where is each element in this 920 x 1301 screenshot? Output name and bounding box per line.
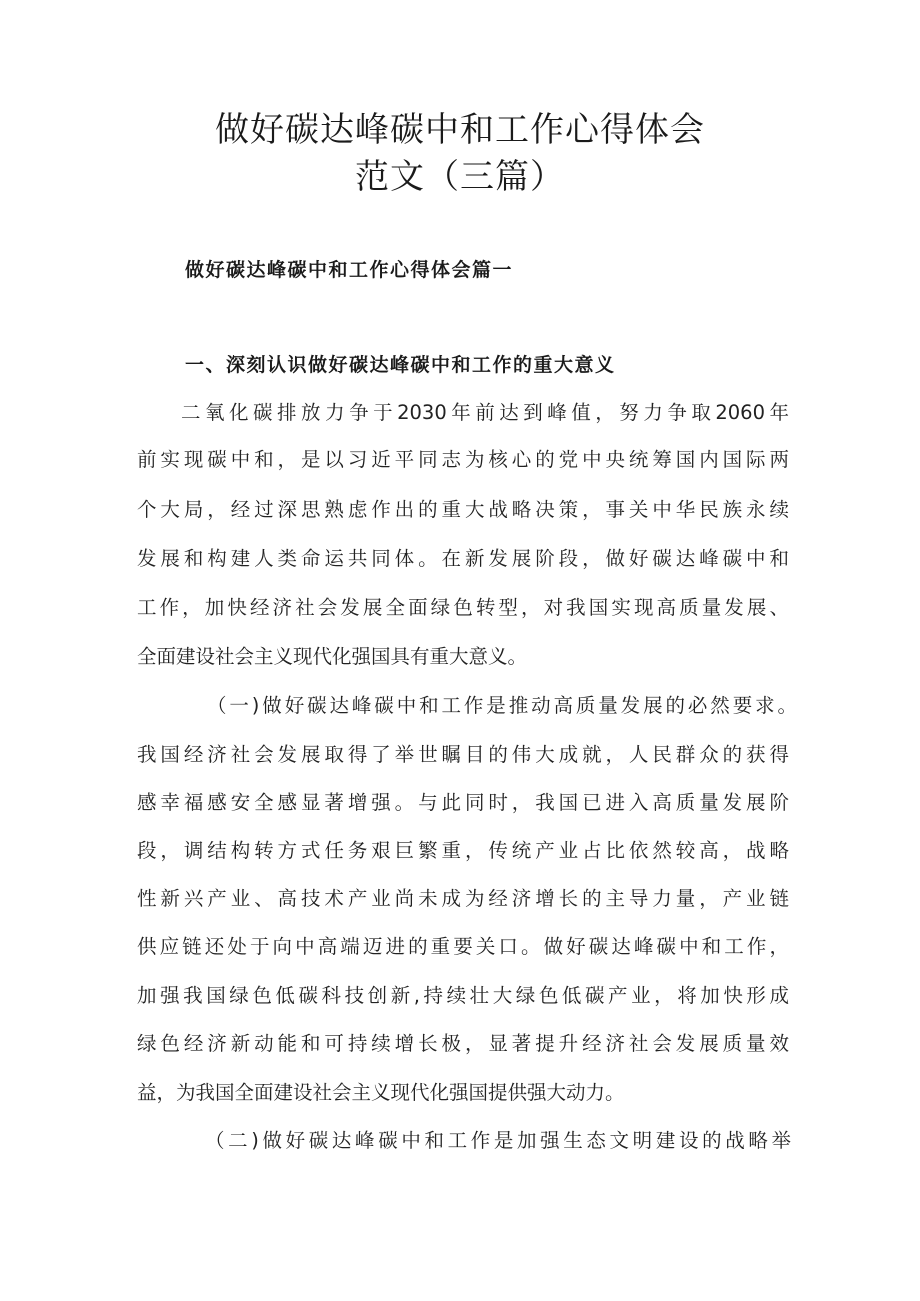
paragraph-line: 前实现碳中和，是以习近平同志为核心的党中央统筹国内国际两 [137,448,789,471]
paragraph-line: （二)做好碳达峰碳中和工作是加强生态文明建设的战略举 [205,1129,791,1152]
paragraph-line: 工作，加快经济社会发展全面绿色转型，对我国实现高质量发展、 [137,596,789,619]
paragraph-line: 加强我国绿色低碳科技创新,持续壮大绿色低碳产业，将加快形成 [137,984,789,1007]
paragraph-line: 发展和构建人类命运共同体。在新发展阶段，做好碳达峰碳中和 [137,547,789,570]
paragraph-line: 二氧化碳排放力争于2030年前达到峰值，努力争取2060年 [181,401,789,424]
paragraph-line: 感幸福感安全感显著增强。与此同时，我国已进入高质量发展阶 [137,791,789,814]
article-subtitle: 做好碳达峰碳中和工作心得体会篇一 [185,259,514,281]
document-title-line-1: 做好碳达峰碳中和工作心得体会 [215,110,705,150]
paragraph-line: 个大局，经过深思熟虑作出的重大战略决策，事关中华民族永续 [137,498,789,521]
paragraph-line: 我国经济社会发展取得了举世瞩目的伟大成就，人民群众的获得 [137,743,789,766]
document-title-line-2: 范文（三篇） [355,157,565,197]
paragraph-line: （一)做好碳达峰碳中和工作是推动高质量发展的必然要求。 [207,694,797,717]
paragraph-line: 益，为我国全面建设社会主义现代化强国提供强大动力。 [137,1081,625,1104]
paragraph-line: 性新兴产业、高技术产业尚未成为经济增长的主导力量，产业链 [137,887,789,910]
section-heading: 一、深刻认识做好碳达峰碳中和工作的重大意义 [185,354,616,376]
paragraph-line: 段，调结构转方式任务艰巨繁重，传统产业占比依然较高，战略 [137,839,789,862]
paragraph-line: 绿色经济新动能和可持续增长极，显著提升经济社会发展质量效 [137,1032,789,1055]
paragraph-line: 供应链还处于向中高端迈进的重要关口。做好碳达峰碳中和工作， [137,935,789,958]
paragraph-line: 全面建设社会主义现代化强国具有重大意义。 [137,645,528,668]
